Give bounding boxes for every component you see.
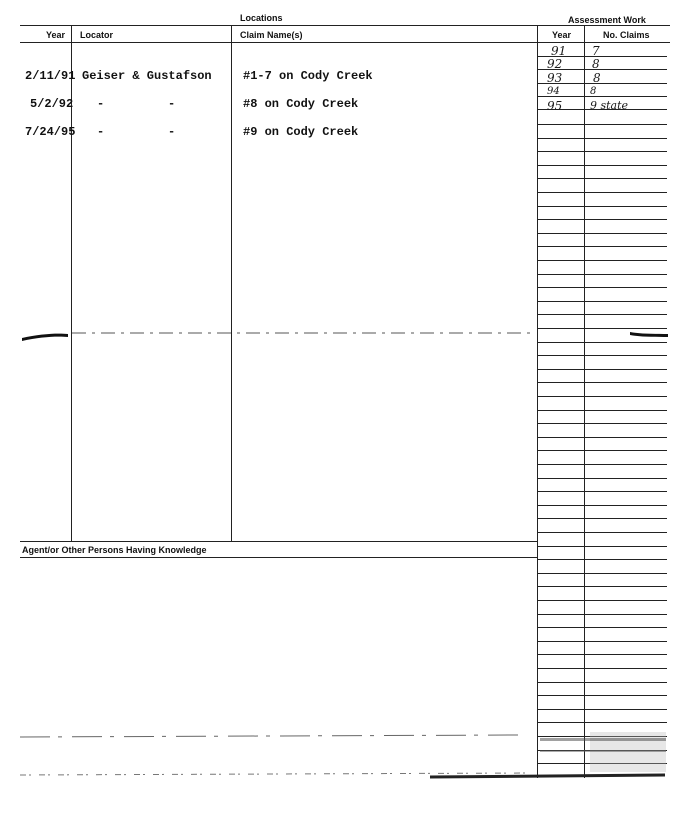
scan-artifacts [0,720,678,800]
location-claim: #1-7 on Cody Creek [243,69,373,83]
assessment-row-line [537,450,667,451]
location-locator: Geiser & Gustafson [82,69,212,83]
assessment-claims: 8 [593,71,601,85]
assessment-row-line [537,165,667,166]
assessment-row-line [537,491,667,492]
location-year: 5/2/92 [30,97,74,111]
assessment-year: 94 [547,86,560,97]
agent-rule [20,557,538,558]
aw-year-column-header: Year [552,30,572,40]
assessment-row-line [537,586,667,587]
assessment-row-line [537,124,667,125]
assessment-row-line [537,423,667,424]
assessment-claims: 7 [592,44,600,58]
assessment-row-line [537,682,667,683]
location-locator-ditto: - [168,97,176,111]
assessment-row-line [537,614,667,615]
fold-line [0,322,678,346]
assessment-row-line [537,301,667,302]
assessment-claims: 8 [590,86,597,97]
location-year: 7/24/95 [25,125,76,139]
locations-bottom-rule [20,541,538,542]
locations-heading: Locations [240,13,283,23]
locator-column-header: Locator [80,30,114,40]
header-rule-top [20,25,670,26]
assessment-row-line [537,668,667,669]
assessment-year: 95 [547,99,563,113]
header-rule-bottom [20,42,670,43]
assessment-row-line [537,219,667,220]
assessment-row-line [537,709,667,710]
assessment-row-line [537,206,667,207]
assessment-row-line [537,355,667,356]
agent-label: Agent/or Other Persons Having Knowledge [22,545,207,555]
assessment-row-line [537,478,667,479]
assessment-row-line [537,314,667,315]
assessment-row-line [537,178,667,179]
assessment-row-line [537,138,667,139]
assessment-work-heading: Assessment Work [568,15,646,25]
locator-claim-divider [231,26,232,541]
assessment-row-line [537,233,667,234]
assessment-row-line [537,627,667,628]
assessment-row-line [537,437,667,438]
assessment-row-line [537,505,667,506]
claim-names-column-header: Claim Name(s) [240,30,303,40]
assessment-row-line [537,274,667,275]
assessment-row-line [537,192,667,193]
year-column-header: Year [46,30,66,40]
assessment-row-line [537,600,667,601]
assessment-row-line [537,546,667,547]
location-year: 2/11/91 [25,69,76,83]
assessment-row-line [537,246,667,247]
assessment-row-line [537,464,667,465]
assessment-row-line [537,410,667,411]
location-claim: #9 on Cody Creek [243,125,359,139]
location-locator-ditto: - [97,97,105,111]
assessment-row-line [537,287,667,288]
assessment-year: 93 [547,71,563,85]
assessment-row-line [537,573,667,574]
assessment-row-line [537,260,667,261]
assessment-row-line [537,532,667,533]
assessment-row-line [537,382,667,383]
assessment-year: 92 [547,57,563,71]
location-locator-ditto: - [168,125,176,139]
assessment-claims: 8 [592,57,600,71]
assessment-row-line [537,641,667,642]
location-locator-ditto: - [97,125,105,139]
assessment-row-line [537,396,667,397]
assessment-row-line [537,654,667,655]
no-claims-column-header: No. Claims [603,30,650,40]
assessment-claims: 9 state [590,99,629,112]
assessment-row-line [537,695,667,696]
assessment-row-line [537,369,667,370]
assessment-row-line [537,151,667,152]
assessment-year: 91 [551,44,567,58]
assessment-row-line [537,559,667,560]
assessment-row-line [537,518,667,519]
location-claim: #8 on Cody Creek [243,97,359,111]
